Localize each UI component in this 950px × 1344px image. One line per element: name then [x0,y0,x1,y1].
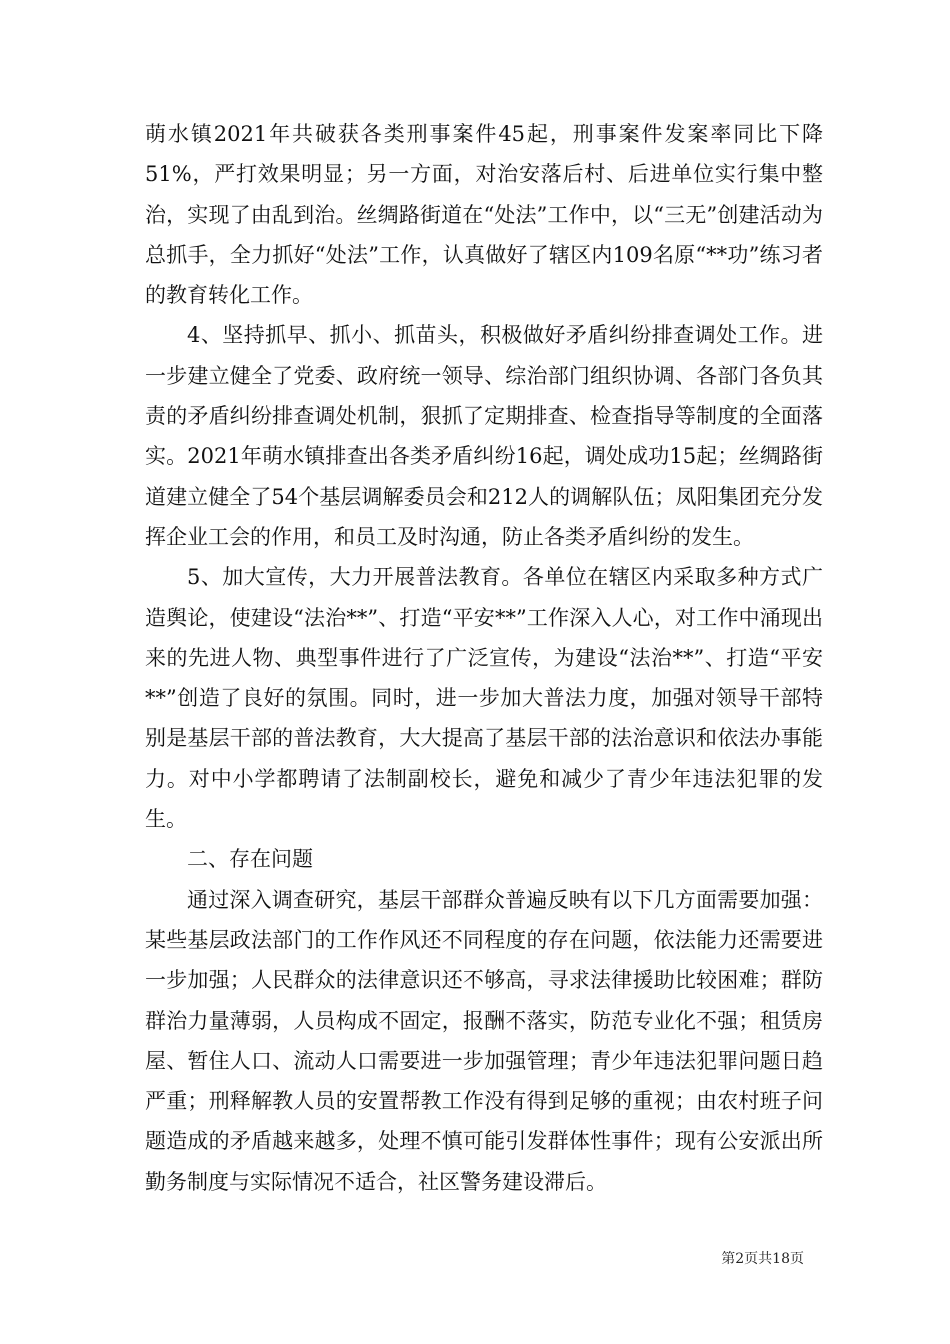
paragraph-item-4: 4、坚持抓早、抓小、抓苗头，积极做好矛盾纠纷排查调处工作。进一步建立健全了党委、政府统一领导、综治部门组织协调、各部门各负其责的矛盾纠纷排查调处机制，狠抓了定期排查、检查指导等制度的全面落实。2021年萌水镇排查出各类矛盾纠纷16起，调处成功15起；丝绸路街道建立健全了54个基层调解委员会和212人的调解队伍；凤阳集团充分发挥企业工会的作用，和员工及时沟通，防止各类矛盾纠纷的发生。 [145,323,823,549]
document-body [145,114,823,1202]
paragraph-problems: 通过深入调查研究，基层干部群众普遍反映有以下几方面需要加强：某些基层政法部门的工作作风还不同程度的存在问题，依法能力还需要进一步加强；人民群众的法律意识还不够高，寻求法律援助比较困难；群防群治力量薄弱，人员构成不固定，报酬不落实，防范专业化不强；租赁房屋、暂住人口、流动人口需要进一步加强管理；青少年违法犯罪问题日趋严重；刑释解教人员的安置帮教工作没有得到足够的重视；由农村班子问题造成的矛盾越来越多，处理不慎可能引发群体性事件；现有公安派出所勤务制度与实际情况不适合，社区警务建设滞后。 [145,887,823,1194]
section-heading-problems: 二、存在问题 [187,847,313,872]
page-number-footer: 第2页共18页 [721,1251,804,1267]
paragraph-continuation: 萌水镇2021年共破获各类刑事案件45起，刑事案件发案率同比下降51%，严打效果明显；另一方面，对治安落后村、后进单位实行集中整治，实现了由乱到治。丝绸路街道在“处法”工作中，以“三无”创建活动为总抓手，全力抓好“处法”工作，认真做好了辖区内109名原“**功”练习者的教育转化工作。 [145,122,823,308]
paragraph-item-5: 5、加大宣传，大力开展普法教育。各单位在辖区内采取多种方式广造舆论，使建设“法治**”、打造“平安**”工作深入人心，对工作中涌现出来的先进人物、典型事件进行了广泛宣传，为建设“法治**”、打造“平安**”创造了良好的氛围。同时，进一步加大普法力度，加强对领导干部特别是基层干部的普法教育，大大提高了基层干部的法治意识和依法办事能力。对中小学都聘请了法制副校长，避免和减少了青少年违法犯罪的发生。 [145,565,823,832]
